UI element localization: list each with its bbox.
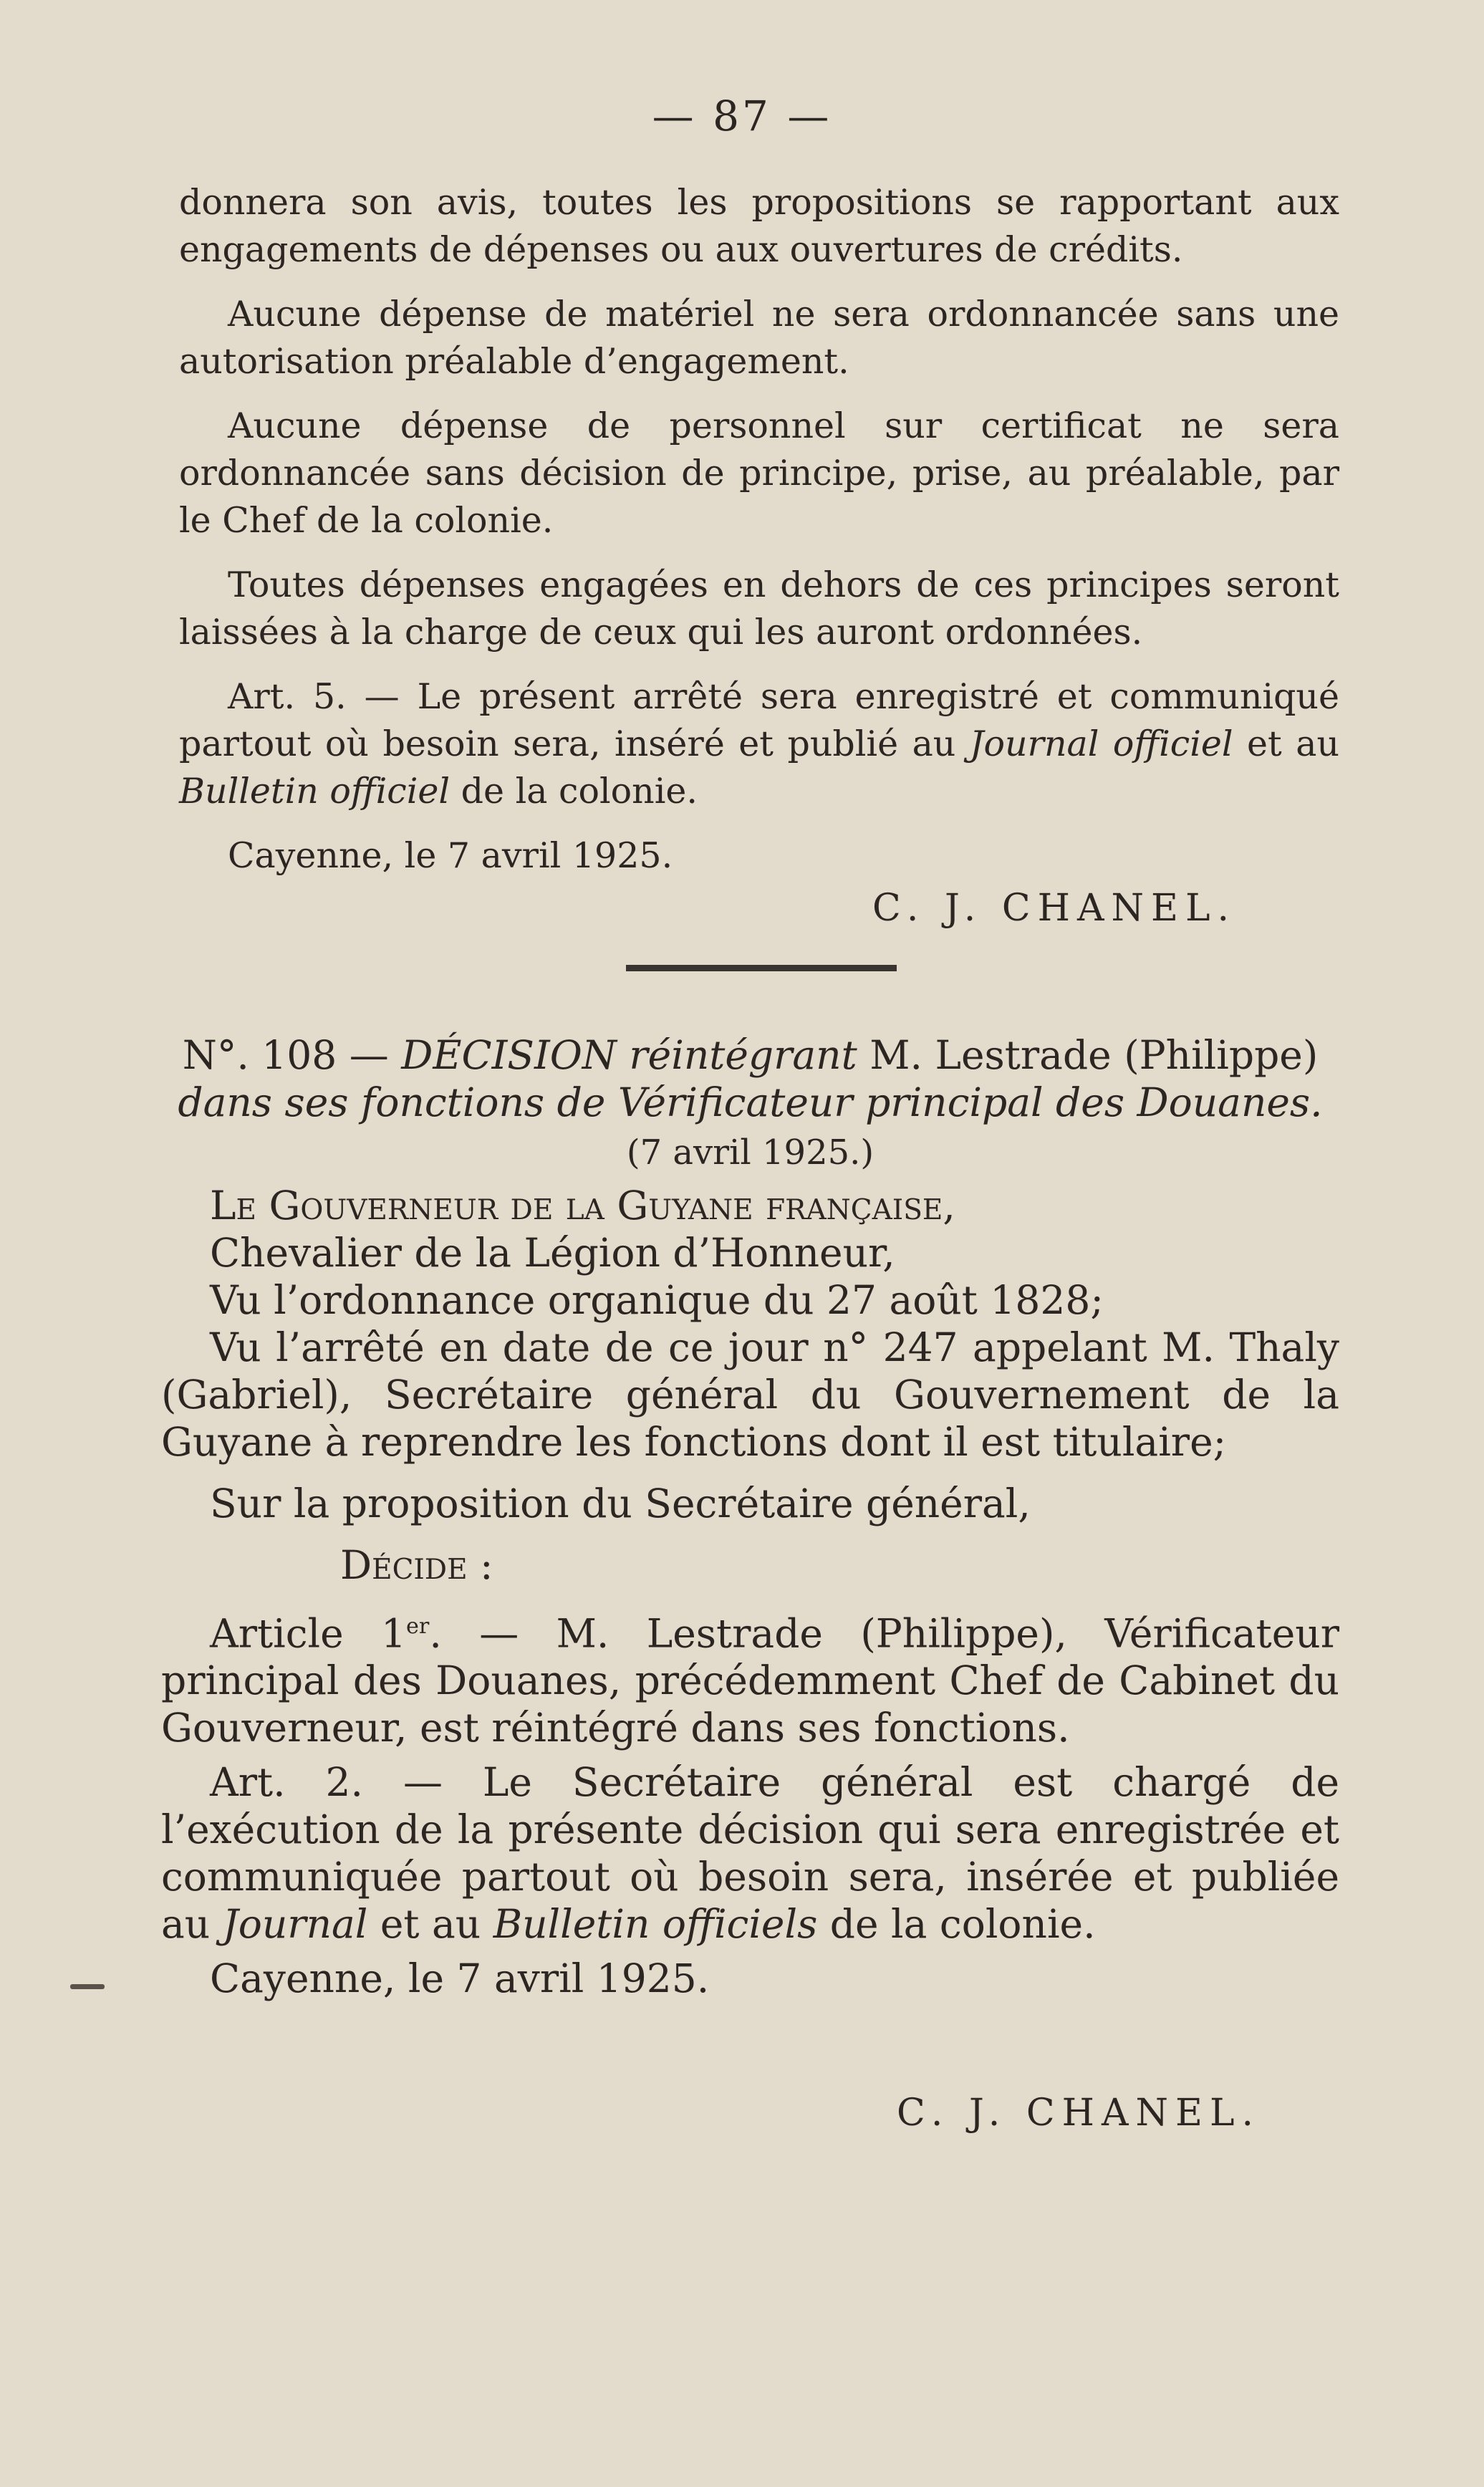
- bulletin-officiels-ref: Bulletin officiels: [493, 1901, 818, 1948]
- signature-top: C. J. CHANEL.: [872, 887, 1237, 930]
- article-1-text: . — M. Lestrade (Philippe), Vérificateur principal des Douanes, précédemment Chef de Cabinet du Gouverneur, est réintégré dans ses fonctions.: [161, 1610, 1339, 1751]
- decision-number: N°. 108 —: [182, 1032, 402, 1078]
- vu-arrete: Vu l’arrêté en date de ce jour n° 247 appelant M. Thaly (Gabriel), Secrétaire général du Gouvernement de la Guyane à reprendre les fonctions dont il est titulaire;: [161, 1324, 1339, 1465]
- decision-date: (7 avril 1925.): [626, 1132, 874, 1173]
- paragraph-2: Aucune dépense de matériel ne sera ordonnancée sans une autorisation préalable d’engagement.: [179, 294, 1339, 382]
- article-1: [161, 1603, 1339, 1751]
- sur-proposition: Sur la proposition du Secrétaire général,: [210, 1481, 1031, 1526]
- article-1-sup: er: [406, 1614, 430, 1639]
- section-divider: [626, 965, 897, 971]
- dateline-decision: Cayenne, le 7 avril 1925.: [210, 1956, 710, 2002]
- bulletin-officiel-ref: Bulletin officiel: [179, 771, 450, 812]
- article-5-end: de la colonie.: [450, 771, 698, 812]
- chevalier-line: Chevalier de la Légion d’Honneur,: [210, 1230, 895, 1276]
- paragraph-1: donnera son avis, toutes les propositions se rapportant aux engagements de dépenses ou aux ouvertures de crédits.: [179, 182, 1339, 270]
- top-text-block: [179, 179, 1339, 880]
- paragraph-4: Toutes dépenses engagées en dehors de ces principes seront laissées à la charge de ceux qui les auront ordonnées.: [179, 564, 1339, 653]
- dateline-top: Cayenne, le 7 avril 1925.: [228, 835, 673, 876]
- article-5-mid: et au: [1233, 723, 1339, 764]
- article-2-end: de la colonie.: [817, 1901, 1096, 1948]
- decision-title-name: M. Lestrade (Philippe): [857, 1032, 1319, 1078]
- vu-ordonnance: Vu l’ordonnance organique du 27 août 1828;: [210, 1277, 1104, 1323]
- article-2: [161, 1759, 1339, 1948]
- journal-ref: Journal: [222, 1901, 368, 1948]
- signature-decision: C. J. CHANEL.: [897, 2092, 1261, 2135]
- decide-heading: Décide :: [340, 1542, 493, 1588]
- decision-title-line1: [161, 1031, 1339, 1079]
- governor-line: Le Gouverneur de la Guyane française,: [210, 1183, 955, 1228]
- article-2-mid: et au: [367, 1901, 493, 1948]
- decision-title-line2: dans ses fonctions de Vérificateur principal des Douanes.: [178, 1079, 1323, 1125]
- article-2-text: Art. 2. — Le Secrétaire général est chargé de l’exécution de la présente décision qui sera enregistrée et communiquée partout où besoin sera, insérée et publiée au: [161, 1759, 1339, 1948]
- margin-mark: [70, 1984, 105, 1989]
- article-5-text: Art. 5. — Le présent arrêté sera enregistré et communiqué partout où besoin sera, inséré et publié au: [179, 676, 1339, 764]
- article-1-label: Article 1: [210, 1610, 406, 1657]
- page-number: — 87 —: [652, 92, 832, 140]
- paragraph-3: Aucune dépense de personnel sur certificat ne sera ordonnancée sans décision de principe, prise, au préalable, par le Chef de la colonie.: [179, 405, 1339, 541]
- article-5: [179, 673, 1339, 815]
- decision-title-italic: DÉCISION réintégrant: [401, 1032, 857, 1078]
- decision-block: [161, 1031, 1339, 2002]
- journal-officiel-ref: Journal officiel: [969, 723, 1233, 764]
